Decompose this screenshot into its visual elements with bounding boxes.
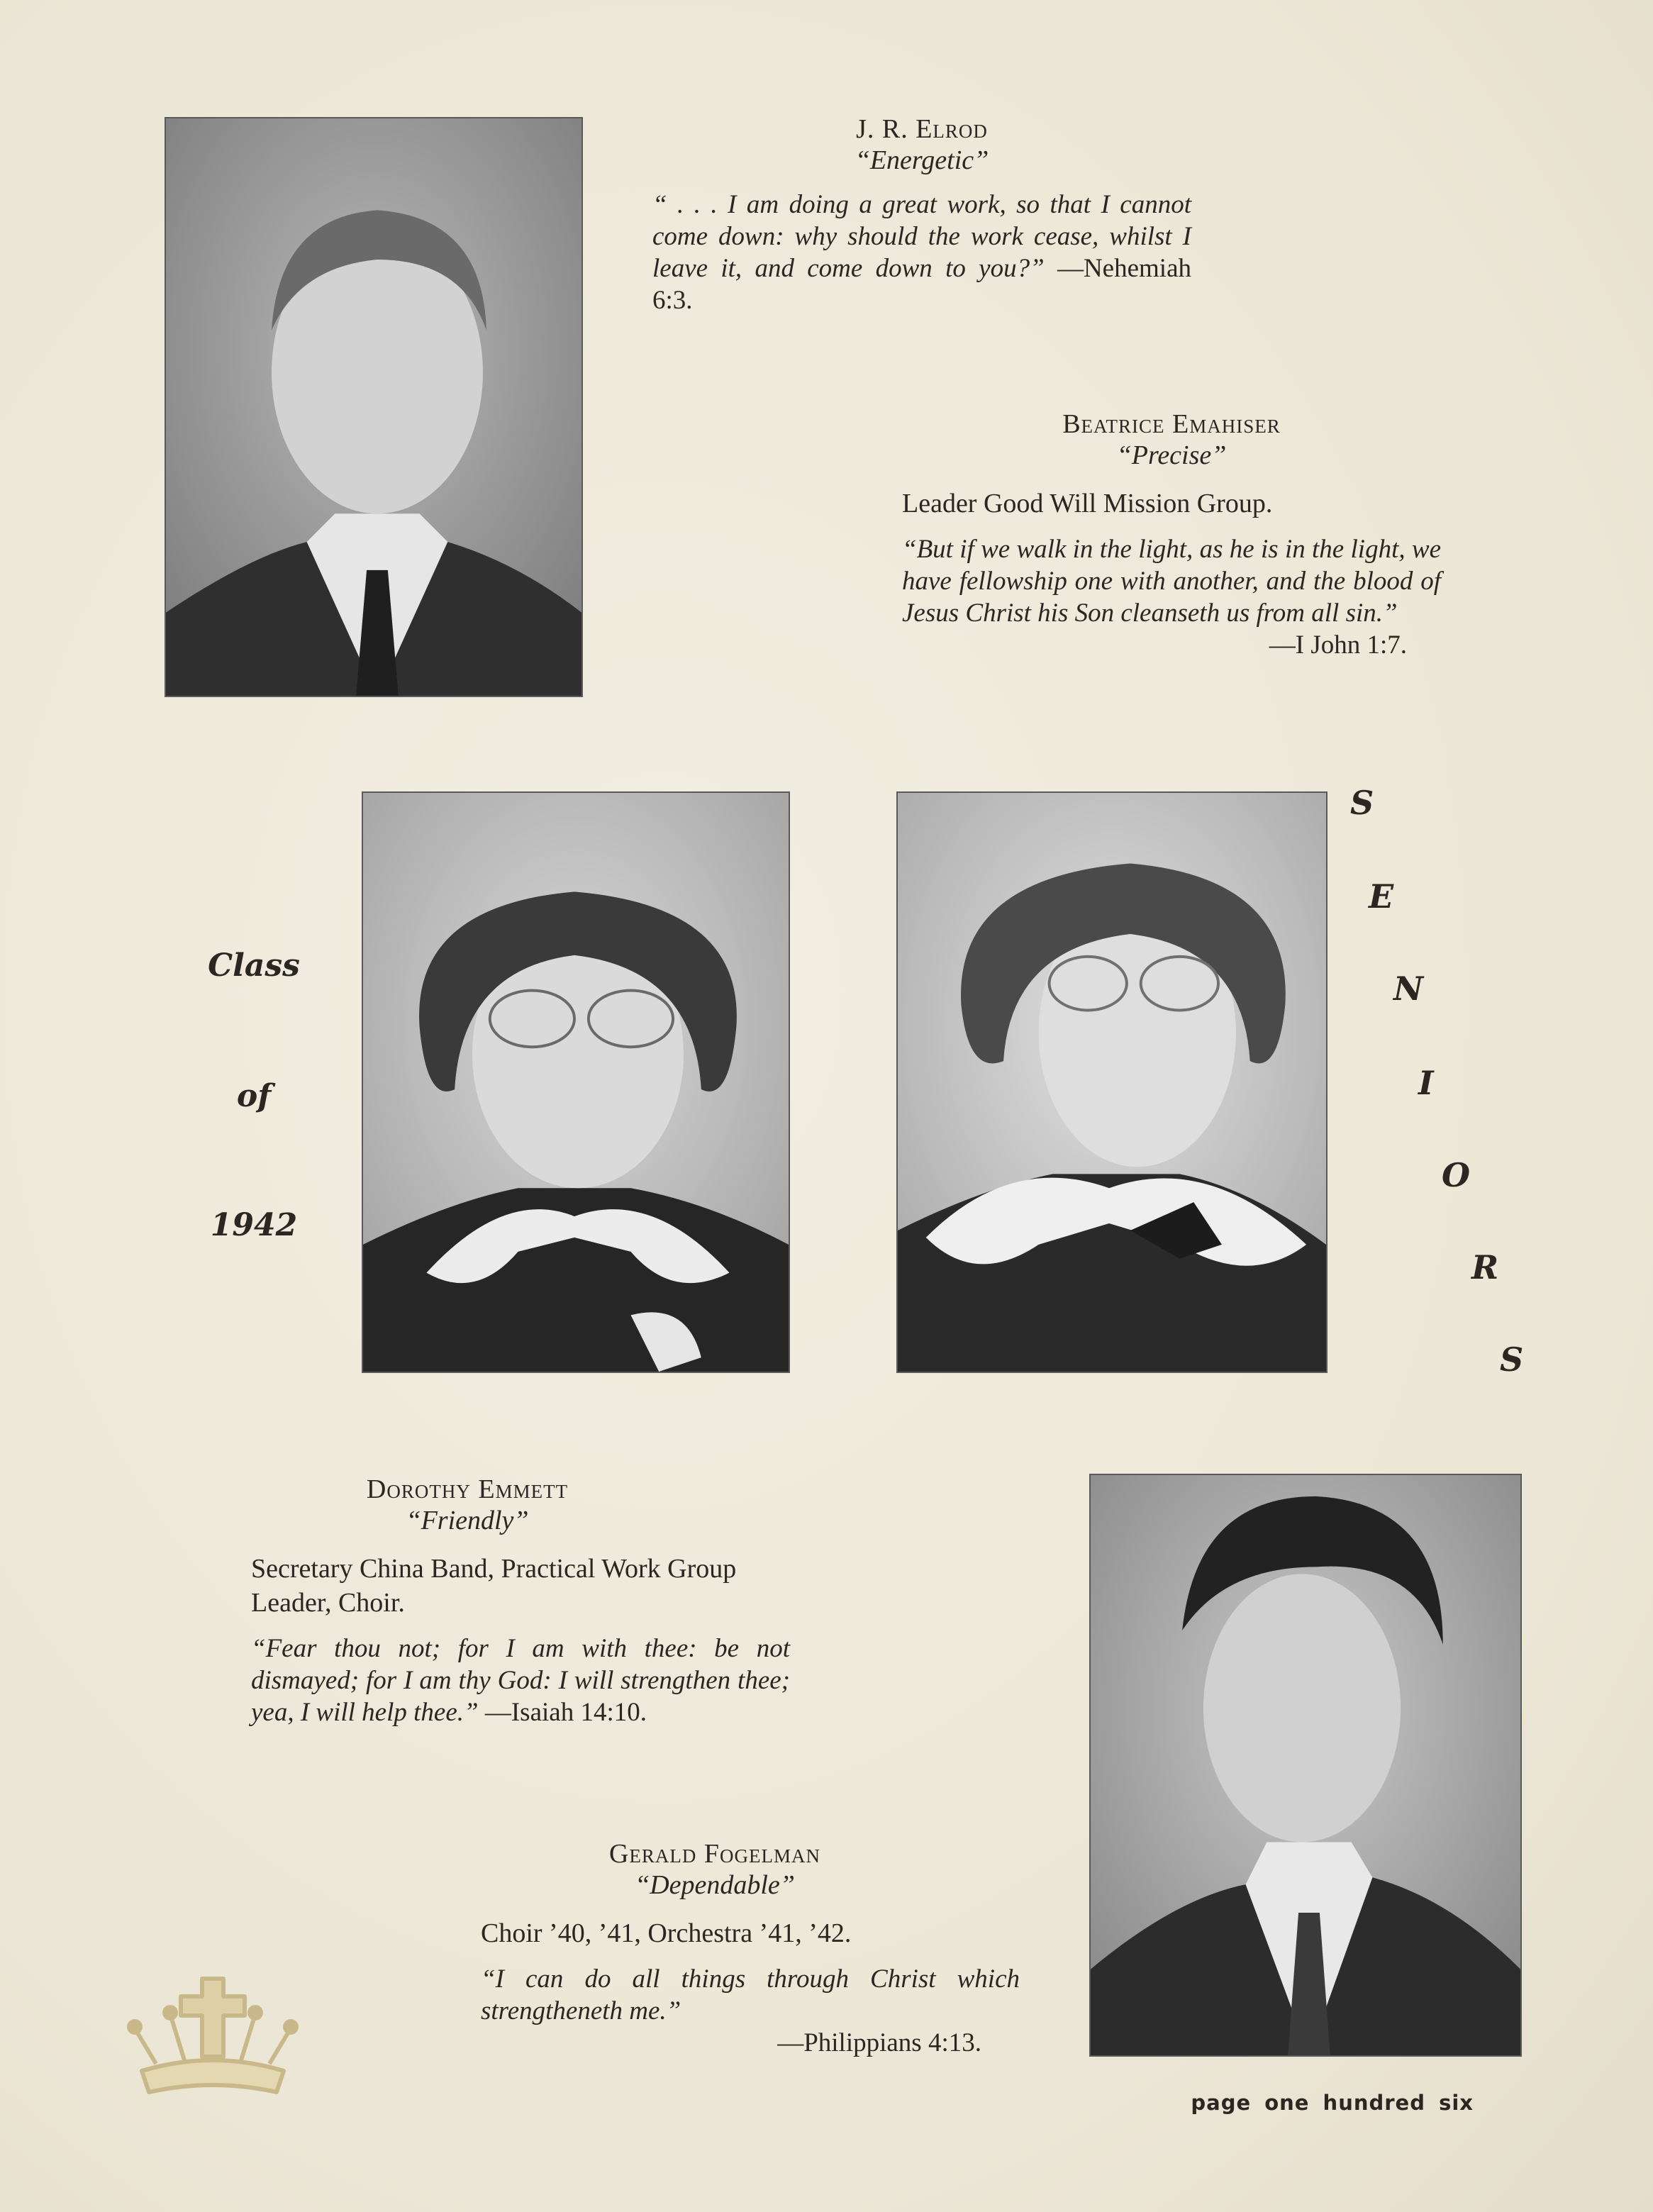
entry-activities: Secretary China Band, Practical Work Group Leader, Choir. bbox=[251, 1554, 737, 1618]
quote-text: “But if we walk in the light, as he is in the light, we have fellowship one with another, and the blood of Jesus Christ his Son cleanseth us from all sin.” bbox=[902, 535, 1441, 628]
seniors-letter: E bbox=[1369, 877, 1394, 916]
photo-fogelman bbox=[1089, 1474, 1522, 2057]
crown-with-cross-icon bbox=[121, 1972, 305, 2113]
entry-nickname: “Friendly” bbox=[406, 1506, 529, 1535]
entry-nickname: “Dependable” bbox=[635, 1870, 795, 1900]
entry-name: Dorothy Emmett bbox=[366, 1474, 569, 1504]
photo-elrod bbox=[165, 117, 583, 697]
quote-reference: —Isaiah 14:10. bbox=[484, 1698, 647, 1727]
seniors-letter: N bbox=[1393, 969, 1424, 1008]
seniors-letter: O bbox=[1442, 1156, 1471, 1194]
entry-nickname: “Precise” bbox=[1116, 440, 1227, 470]
entry-emahiser bbox=[902, 409, 1441, 661]
quote-text: “ . . . I am doing a great work, so that I cannot come down: why should the work cease, whilst I leave it, and come down to you?” bbox=[652, 190, 1191, 283]
class-label-word: Class bbox=[208, 947, 300, 984]
entry-nickname: “Energetic” bbox=[855, 145, 989, 175]
entry-quote bbox=[652, 189, 1191, 316]
entry-fogelman bbox=[481, 1838, 1020, 2059]
quote-reference: —Nehemiah 6:3. bbox=[652, 254, 1191, 315]
quote-reference: —I John 1:7. bbox=[1269, 630, 1407, 660]
class-label-year: 1942 bbox=[210, 1207, 298, 1243]
entry-name: J. R. Elrod bbox=[856, 114, 988, 144]
entry-quote bbox=[481, 1963, 1020, 2027]
quote-text: “I can do all things through Christ which strengtheneth me.” bbox=[481, 1964, 1020, 2025]
seniors-letter: S bbox=[1350, 784, 1374, 822]
entry-name: Gerald Fogelman bbox=[608, 1839, 821, 1869]
seniors-letter: I bbox=[1418, 1064, 1434, 1102]
page-number: page one hundred six bbox=[1191, 2091, 1474, 2115]
entry-quote bbox=[902, 533, 1441, 629]
quote-text: “Fear thou not; for I am with thee: be not dismayed; for I am thy God: I will strengthen thee; yea, I will help thee.” bbox=[251, 1634, 790, 1727]
seniors-letter: S bbox=[1500, 1340, 1524, 1379]
quote-reference: —Philippians 4:13. bbox=[777, 2028, 981, 2057]
entry-quote bbox=[251, 1633, 790, 1728]
entry-activities: Leader Good Will Mission Group. bbox=[902, 489, 1273, 518]
entry-elrod bbox=[652, 113, 1191, 316]
photo-emmett bbox=[362, 791, 790, 1373]
seniors-letter: R bbox=[1471, 1248, 1499, 1286]
class-label-of: of bbox=[236, 1078, 272, 1114]
entry-name: Beatrice Emahiser bbox=[1062, 409, 1281, 439]
entry-activities: Choir ’40, ’41, Orchestra ’41, ’42. bbox=[481, 1918, 852, 1948]
entry-emmett bbox=[251, 1474, 790, 1728]
photo-emahiser bbox=[896, 791, 1328, 1373]
